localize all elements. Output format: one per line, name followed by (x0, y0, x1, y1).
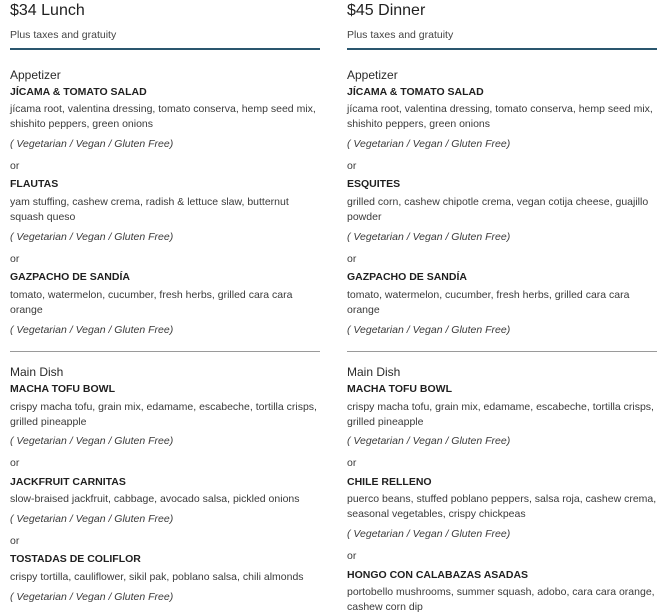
lunch-main-1-diet: ( Vegetarian / Vegan / Gluten Free) (10, 435, 174, 447)
dinner-appetizer-heading: Appetizer (347, 68, 398, 82)
dinner-title: $45 Dinner (347, 2, 426, 19)
dinner-appetizer-3-desc: tomato, watermelon, cucumber, fresh herbs, grilled cara cara orange (347, 289, 630, 316)
lunch-appetizer-2-name: FLAUTAS (10, 178, 59, 190)
dinner-appetizer-or-1: or (347, 160, 357, 172)
dinner-main-3-name: HONGO CON CALABAZAS ASADAS (347, 569, 529, 581)
lunch-main-3-diet: ( Vegetarian / Vegan / Gluten Free) (10, 591, 174, 603)
lunch-appetizer-3-name: GAZPACHO DE SANDÍA (10, 271, 130, 283)
lunch-main-or-2: or (10, 535, 20, 547)
dinner-appetizer-1-desc: jícama root, valentina dressing, tomato conserva, hemp seed mix, shishito peppers, green onions (347, 103, 653, 130)
lunch-main-3-desc: crispy tortilla, cauliflower, sikil pak, poblano salsa, chili almonds (10, 571, 304, 583)
dinner-main-1-desc: crispy macha tofu, grain mix, edamame, escabeche, tortilla crisps, grilled pineapple (347, 401, 654, 428)
lunch-appetizer-1-name: JÍCAMA & TOMATO SALAD (10, 86, 147, 98)
lunch-main-1-desc: crispy macha tofu, grain mix, edamame, escabeche, tortilla crisps, grilled pineapple (10, 401, 317, 428)
lunch-appetizer-3-diet: ( Vegetarian / Vegan / Gluten Free) (10, 324, 174, 336)
lunch-main-heading: Main Dish (10, 365, 64, 379)
lunch-appetizer-2-diet: ( Vegetarian / Vegan / Gluten Free) (10, 231, 174, 243)
dinner-main-3-desc: portobello mushrooms, summer squash, adobo, cara cara orange, cashew corn dip (347, 586, 655, 613)
lunch-main-2-diet: ( Vegetarian / Vegan / Gluten Free) (10, 513, 174, 525)
lunch-main-1-name: MACHA TOFU BOWL (10, 383, 115, 395)
dinner-appetizer-or-2: or (347, 253, 357, 265)
lunch-appetizer-heading: Appetizer (10, 68, 61, 82)
dinner-appetizer-1-diet: ( Vegetarian / Vegan / Gluten Free) (347, 138, 511, 150)
dinner-appetizer-3-diet: ( Vegetarian / Vegan / Gluten Free) (347, 324, 511, 336)
dinner-appetizer-2-name: ESQUITES (347, 178, 401, 190)
dinner-appetizer-2-desc: grilled corn, cashew chipotle crema, vegan cotija cheese, guajillo powder (347, 196, 649, 223)
dinner-main-heading: Main Dish (347, 365, 401, 379)
lunch-main-2-name: JACKFRUIT CARNITAS (10, 476, 126, 488)
dinner-main-1-name: MACHA TOFU BOWL (347, 383, 452, 395)
dinner-main-2-desc: puerco beans, stuffed poblano peppers, salsa roja, cashew crema, seasonal vegetables, crispy chickpeas (347, 493, 657, 520)
lunch-appetizer-1-desc: jícama root, valentina dressing, tomato conserva, hemp seed mix, shishito peppers, green onions (10, 103, 316, 130)
dinner-section-divider (347, 351, 657, 352)
lunch-main-2-desc: slow-braised jackfruit, cabbage, avocado salsa, pickled onions (10, 493, 300, 505)
lunch-appetizer-2-desc: yam stuffing, cashew crema, radish & lettuce slaw, butternut squash queso (10, 196, 289, 223)
lunch-appetizer-or-2: or (10, 253, 20, 265)
dinner-main-or-1: or (347, 457, 357, 469)
lunch-header-divider (10, 48, 320, 50)
dinner-main-2-name: CHILE RELLENO (347, 476, 432, 488)
dinner-appetizer-3-name: GAZPACHO DE SANDÍA (347, 271, 467, 283)
dinner-main-2-diet: ( Vegetarian / Vegan / Gluten Free) (347, 528, 511, 540)
dinner-main-or-2: or (347, 550, 357, 562)
dinner-header-divider (347, 48, 657, 50)
lunch-subtitle: Plus taxes and gratuity (10, 29, 117, 41)
lunch-title: $34 Lunch (10, 2, 85, 19)
dinner-subtitle: Plus taxes and gratuity (347, 29, 454, 41)
lunch-main-3-name: TOSTADAS DE COLIFLOR (10, 553, 141, 565)
dinner-appetizer-2-diet: ( Vegetarian / Vegan / Gluten Free) (347, 231, 511, 243)
lunch-main-or-1: or (10, 457, 20, 469)
lunch-appetizer-or-1: or (10, 160, 20, 172)
dinner-main-1-diet: ( Vegetarian / Vegan / Gluten Free) (347, 435, 511, 447)
lunch-section-divider (10, 351, 320, 352)
lunch-appetizer-3-desc: tomato, watermelon, cucumber, fresh herbs, grilled cara cara orange (10, 289, 293, 316)
lunch-appetizer-1-diet: ( Vegetarian / Vegan / Gluten Free) (10, 138, 174, 150)
dinner-appetizer-1-name: JÍCAMA & TOMATO SALAD (347, 86, 484, 98)
